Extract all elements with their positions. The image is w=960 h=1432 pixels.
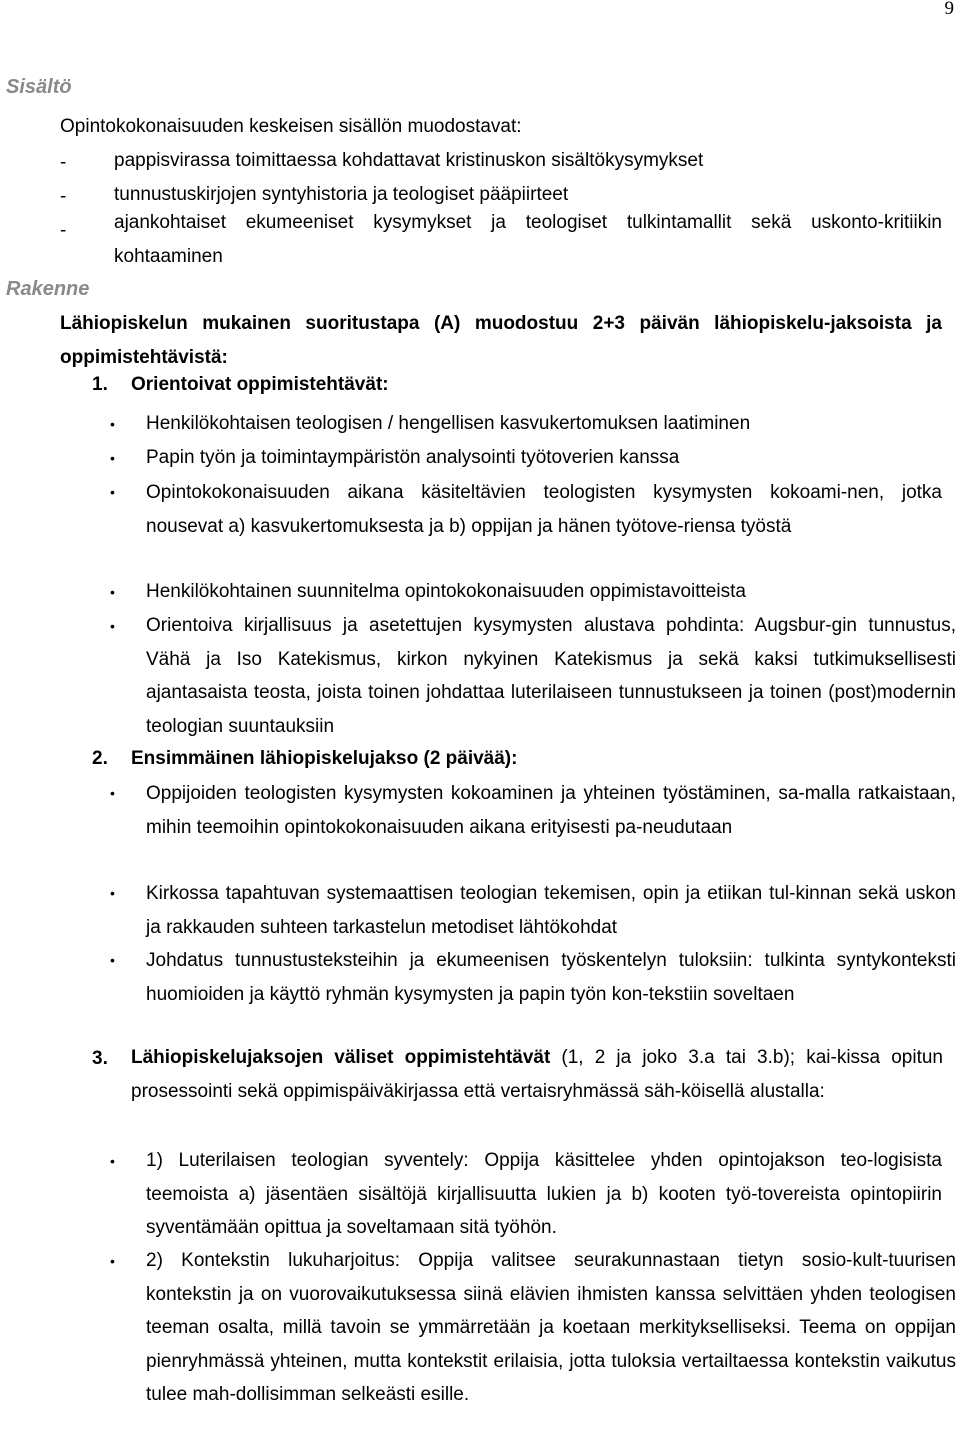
section-number: 1.: [92, 374, 108, 395]
list-item: Papin työn ja toimintaympäristön analysointi työtoverien kanssa: [146, 447, 680, 468]
list-item: 1) Luterilaisen teologian syventely: Oppija käsittelee yhden opintojakson teo-logisista teemoista a) jäsentäen sisältöjä kirjallisuutta lukien ja b) kooten työ-tovereista opintopiirin syventämään opittua ja soveltamaan sitä työhön.: [146, 1150, 942, 1238]
list-item: Henkilökohtaisen teologisen / hengellisen kasvukertomuksen laatiminen: [146, 413, 751, 434]
bullet-icon: •: [110, 785, 115, 801]
list-item: Orientoiva kirjallisuus ja asetettujen kysymysten alustava pohdinta: Augsbur-gin tunnustus, Vähä ja Iso Katekismus, kirkon nykyinen Katekismus ja sekä kaksi tutkimuksellisesti ajantasaista teosta, joista toinen johdattaa luterilaiseen tunnustukseen ja toinen (post)modernin teologian suuntauksiin: [146, 615, 956, 737]
section-3-paragraph: [131, 1041, 943, 1108]
rakenne-intro: Lähiopiskelun mukainen suoritustapa (A) muodostuu 2+3 päivän lähiopiskelu-jaksoista ja oppimistehtävistä:: [60, 313, 942, 368]
bullet-icon: •: [110, 952, 115, 968]
bullet-icon: •: [110, 885, 115, 901]
list-item: Opintokokonaisuuden aikana käsiteltävien teologisten kysymysten kokoami-nen, jotka nousevat a) kasvukertomuksesta ja b) oppijan ja hänen työtove-riensa työstä: [146, 482, 942, 537]
sisalto-item: pappisvirassa toimittaessa kohdattavat kristinuskon sisältökysymykset: [114, 150, 704, 171]
list-item: Henkilökohtainen suunnitelma opintokokonaisuuden oppimistavoitteista: [146, 581, 746, 602]
list-item: 2) Kontekstin lukuharjoitus: Oppija valitsee seurakunnastaan tietyn sosio-kult-tuurisen kontekstin ja on vuorovaikutuksessa siinä elävien ihmisten kanssa selvittäen yhden teologisen teeman osalta, millä tavoin se ymmärretään ja koetaan merkitykselliseksi. Teema on oppijan pienryhmässä yhteinen, mutta kontekstit erilaisia, jotta tuloksia vertailtaessa kontekstin vaikutus tulee mah-dollisimman selkeästi esille.: [146, 1250, 956, 1405]
sisalto-intro: Opintokokonaisuuden keskeisen sisällön muodostavat:: [60, 116, 522, 137]
bullet-icon: •: [110, 1253, 115, 1269]
bullet-icon: •: [110, 584, 115, 600]
sisalto-item: tunnustuskirjojen syntyhistoria ja teologiset pääpiirteet: [114, 184, 569, 205]
bullet-icon: •: [110, 484, 115, 500]
section-title: Ensimmäinen lähiopiskelujakso (2 päivää):: [131, 748, 518, 769]
section-title: Orientoivat oppimistehtävät:: [131, 374, 389, 395]
bullet-icon: •: [110, 1153, 115, 1169]
page-number: 9: [944, 0, 954, 19]
section-heading-rakenne: Rakenne: [6, 278, 90, 300]
dash-marker: -: [60, 186, 67, 207]
section-title: Lähiopiskelujaksojen väliset oppimistehtävät: [131, 1047, 551, 1068]
section-heading-sisalto: Sisältö: [6, 76, 72, 98]
bullet-icon: •: [110, 416, 115, 432]
bullet-icon: •: [110, 450, 115, 466]
section-number: 3.: [92, 1048, 108, 1069]
section-number: 2.: [92, 748, 108, 769]
section-title-rest: (1, 2 ja joko 3.a tai 3.b); kai-kissa opitun prosessointi sekä oppimispäiväkirjassa että vertaisryhmässä säh-köisellä alustalla:: [131, 1047, 943, 1102]
bullet-icon: •: [110, 618, 115, 634]
sisalto-item: ajankohtaiset ekumeeniset kysymykset ja teologiset tulkintamallit sekä uskonto-kritiikin kohtaaminen: [114, 212, 942, 267]
dash-marker: -: [60, 152, 67, 173]
list-item: Oppijoiden teologisten kysymysten kokoaminen ja yhteinen työstäminen, sa-malla ratkaistaan, mihin teemoihin opintokokonaisuuden aikana erityisesti pa-neudutaan: [146, 783, 956, 838]
dash-marker: -: [60, 220, 67, 241]
list-item: Johdatus tunnustusteksteihin ja ekumeenisen työskentelyn tuloksiin: tulkinta syntykonteksti huomioiden ja käyttö ryhmän kysymysten ja papin työn kon-tekstiin soveltaen: [146, 950, 956, 1005]
list-item: Kirkossa tapahtuvan systemaattisen teologian tekemisen, opin ja etiikan tul-kinnan sekä uskon ja rakkauden suhteen tarkastelun metodiset lähtökohdat: [146, 883, 956, 938]
